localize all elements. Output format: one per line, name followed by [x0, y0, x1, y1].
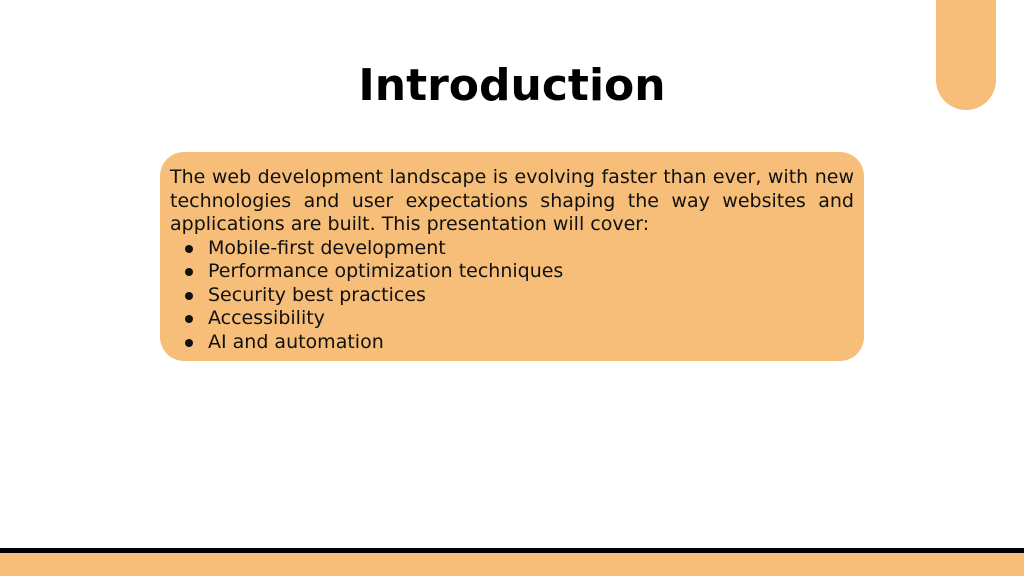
bullet-icon	[185, 315, 193, 323]
list-item-label: Accessibility	[208, 307, 325, 329]
list-item-label: Security best practices	[208, 283, 426, 306]
list-item	[170, 331, 854, 355]
list-item	[170, 284, 854, 308]
bullet-icon	[185, 245, 193, 253]
bullet-icon	[185, 268, 193, 276]
list-item-label: AI and automation	[208, 330, 384, 353]
page-title: Introduction	[358, 60, 666, 111]
intro-paragraph: The web development landscape is evolving faster than ever, with new technologies and user expectations shaping the way websites and applications are built. This presentation will cover:	[170, 166, 854, 235]
bullet-icon	[185, 339, 193, 347]
list-item	[170, 307, 854, 331]
list-item	[170, 260, 854, 284]
list-item-label: Mobile-first development	[208, 236, 446, 259]
topic-list	[170, 237, 854, 355]
list-item-label: Performance optimization techniques	[208, 260, 564, 282]
bottom-band	[0, 553, 1024, 576]
list-item	[170, 237, 854, 261]
bullet-icon	[185, 292, 193, 300]
content-card	[160, 152, 864, 361]
